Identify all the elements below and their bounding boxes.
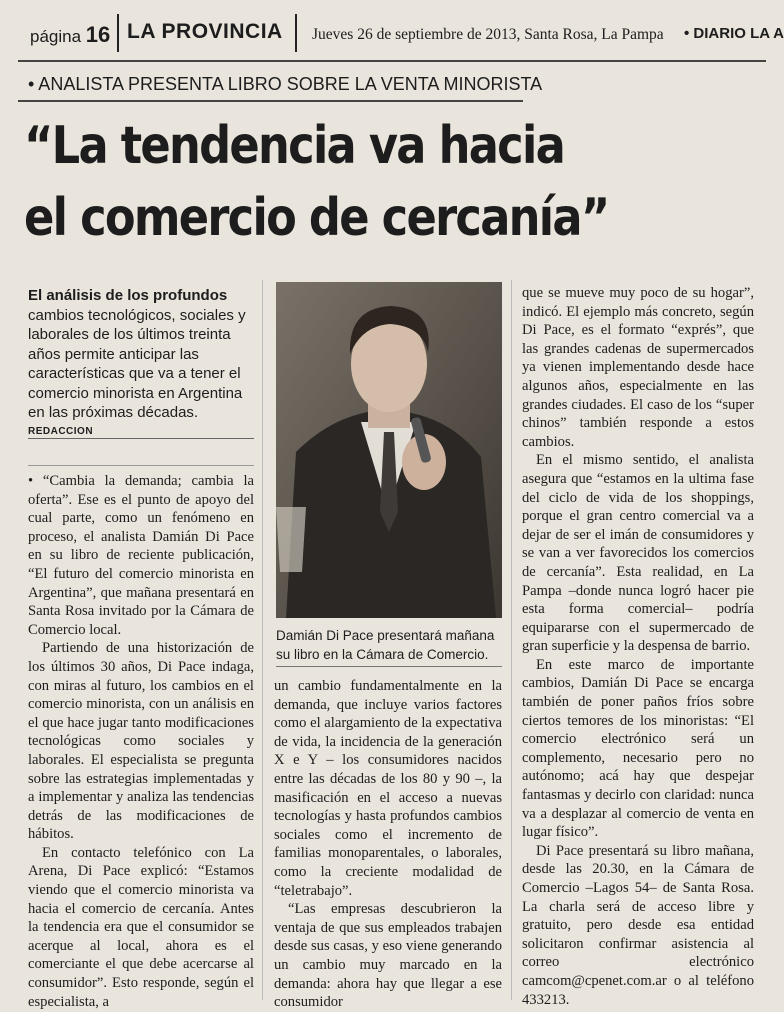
dateline: Jueves 26 de septiembre de 2013, Santa Rosa, La Pampa <box>312 26 664 43</box>
paragraph: Di Pace presentará su libro mañana, desde las 20.30, en la Cámara de Comercio –Lagos 54– de Santa Rosa. La charla será de acceso libre y gratuito, pero desde esa entidad solicitaron confirmar asistencia al correo electrónico camcom@cpenet.com.ar o al teléfono 433213. <box>522 842 754 1008</box>
lead-text: cambios tecnológicos, sociales y laborales de los últimos treinta años permite anticipar las características que va a tener el comercio minorista en Argentina en las próximas décadas. <box>28 306 246 421</box>
page-num: 16 <box>85 22 111 47</box>
section-title: LA PROVINCIA <box>127 20 283 43</box>
newspaper-name: • DIARIO LA A <box>684 25 784 42</box>
photo-caption: Damián Di Pace presentará mañana su libro en la Cámara de Comercio. <box>276 628 495 662</box>
header-rule <box>18 60 766 62</box>
column-1 <box>28 472 254 1011</box>
paragraph: En este marco de importante cambios, Damián Di Pace se encarga también de poner paños fríos sobre ciertos temores de los minoristas: “El comercio electrónico será un complemento, necesario pero no autónomo; acá hay que despejar fantasmas y decirlo con claridad: nunca va a desplazar al comercio de venta en lugar físico”. <box>522 656 754 841</box>
paragraph: que se mueve muy poco de su hogar”, indicó. El ejemplo más concreto, según Di Pace, es el formato “exprés”, que las grandes cadenas de supermercados ya vienen implementando desde hace algunos años, especialmente en las grandes ciudades. El caso de los “super chinos” también responde a estos cambios. <box>522 285 754 450</box>
column-2 <box>274 677 502 1012</box>
paragraph: “Las empresas descubrieron la ventaja de que sus empleados trabajen desde sus casas, y eso viene generando un cambio muy marcado en la demanda: ahora hay que llegar a ese consumidor <box>274 901 502 1011</box>
byline: REDACCION <box>28 426 94 437</box>
column-3 <box>522 284 754 1009</box>
column-gutter <box>262 280 263 1000</box>
page-label: página <box>30 27 82 46</box>
paragraph: En el mismo sentido, el analista asegura que “estamos en la ultima fase del ciclo de vida de los shoppings, porque el gran centro comercial va a dejar de ser el imán de consumidores y se van a ver favorecidos los comercios de cercanía”. Esta realidad, en La Pampa –donde nunca logró hacer pie esta forma comercial– podría equipararse con el supermercado de gran superficie y la despensa de barrio. <box>522 452 754 655</box>
lead-bold: El análisis de los profundos <box>28 287 228 304</box>
headline <box>24 110 626 254</box>
paragraph: En contacto telefónico con La Arena, Di Pace explicó: “Estamos viendo que el comercio minorista va hacia el comercio de cercanía. Antes la tendencia era que el consumidor se acerque al local, ahora es el comerciante el que debe acercarse al consumidor”. Esto responde, según el especialista, a <box>28 844 254 1010</box>
kicker-rule <box>18 100 523 102</box>
headline-line-2: el comercio de cercanía” <box>24 188 609 248</box>
lead-rule-bottom <box>28 465 254 466</box>
kicker: • ANALISTA PRESENTA LIBRO SOBRE LA VENTA MINORISTA <box>28 74 543 94</box>
headline-line-1: “La tendencia va hacia <box>24 116 565 176</box>
lead-paragraph <box>28 286 254 423</box>
paragraph: Partiendo de una historización de los últimos 30 años, Di Pace indaga, con miras al futuro, los cambios en el comercio minorista, con un análisis en el que hace jugar tanto modificaciones tecnológicas como sociales y laborales. El especialista se pregunta sobre las estrategias implementadas y a implementar y analiza las tendencias detrás de las modificaciones de hábitos. <box>28 640 254 843</box>
photo-illustration <box>276 282 502 618</box>
portrait-photo <box>276 282 502 618</box>
paragraph: un cambio fundamentalmente en la demanda, que incluye varios factores como el alargamiento de la expectativa de vida, la incidencia de la generación X e Y – los consumidores nacidos entre las décadas de los 80 y 90 –, la masificación en el acceso a nuevas tecnologías y hasta profundos cambios sociales como el incremento de familias monoparentales, o laborales, como la creciente modalidad de “teletrabajo”. <box>274 678 502 899</box>
lead-rule <box>28 438 254 439</box>
page-number <box>30 22 110 48</box>
paragraph: • “Cambia la demanda; cambia la oferta”. Ese es el punto de apoyo del cual parte, como un fenómeno en proceso, el analista Damián Di Pace en su libro de reciente publicación, “El futuro del comercio minorista en Argentina”, que mañana presentará en Santa Rosa invitado por la Cámara de Comercio local. <box>28 473 254 638</box>
column-gutter <box>511 280 512 1000</box>
caption-rule <box>276 666 502 667</box>
